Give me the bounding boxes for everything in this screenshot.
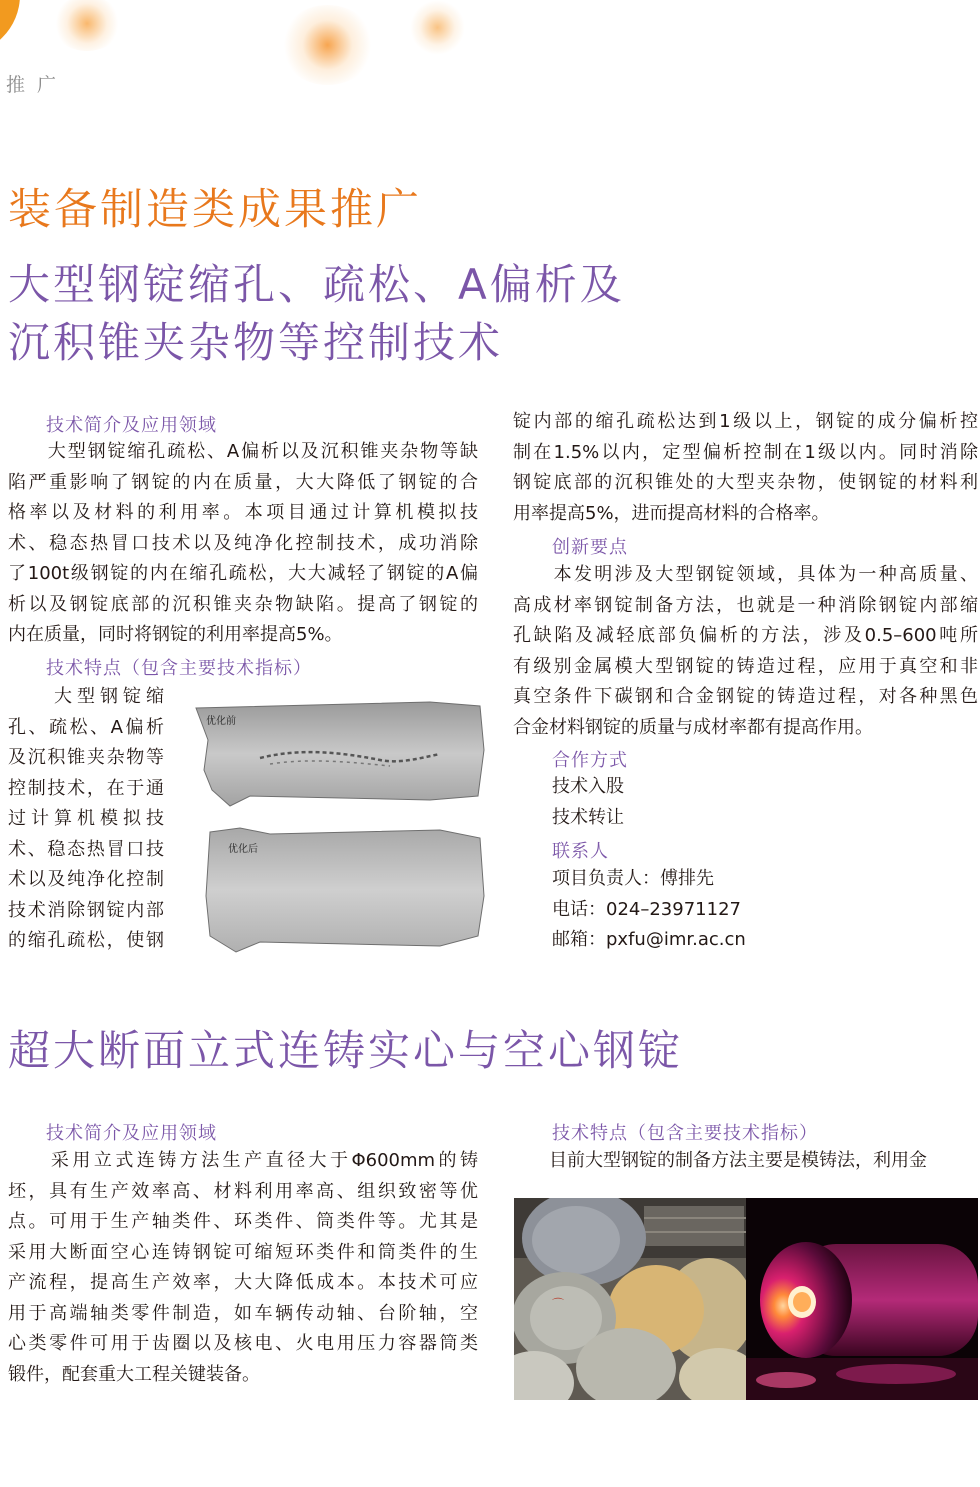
paragraph-line: 真空条件下碳钢和合金钢锭的铸造过程，对各种黑色 bbox=[513, 686, 978, 707]
paragraph-line: 用于高端轴类零件制造，如车辆传动轴、台阶轴，空 bbox=[8, 1302, 478, 1324]
article1-innovation-heading: 创新要点 bbox=[552, 537, 628, 558]
paragraph-line: 内在质量，同时将钢锭的利用率提高5%。 bbox=[8, 624, 343, 645]
paragraph-line: 钢锭底部的沉积锥处的大型夹杂物，使钢锭的材料利 bbox=[513, 472, 978, 493]
paragraph-line: 控制技术，在于通 bbox=[8, 777, 164, 799]
article1-coop-heading: 合作方式 bbox=[552, 750, 628, 771]
steel-billets-drawing bbox=[514, 1198, 746, 1400]
section-title: 装备制造类成果推广 bbox=[8, 185, 422, 235]
paragraph-line: 孔、疏松、A偏析 bbox=[8, 716, 164, 738]
paragraph-line: 了100t级钢锭的内在缩孔疏松，大大减轻了钢锭的A偏 bbox=[8, 563, 478, 584]
article2-features-body bbox=[513, 1146, 978, 1177]
running-head: 推 广 bbox=[6, 74, 60, 96]
contact-phone: 电话：024–23971127 bbox=[552, 899, 741, 920]
paragraph-line: 大型钢锭缩 bbox=[8, 686, 164, 707]
article1-right-body bbox=[513, 407, 978, 529]
paragraph-line: 的缩孔疏松，使钢 bbox=[8, 930, 164, 951]
article1-title-line1: 大型钢锭缩孔、疏松、A偏析及 bbox=[8, 260, 625, 309]
paragraph-line: 术、稳态热冒口技 bbox=[8, 838, 164, 860]
steel-billets-photo bbox=[514, 1198, 746, 1400]
article1-features-body bbox=[8, 682, 164, 957]
article1-intro-heading: 技术简介及应用领域 bbox=[46, 415, 217, 436]
paragraph-line: 用率提高5%，进而提高材料的合格率。 bbox=[513, 502, 830, 524]
ingot-after-label: 优化后 bbox=[228, 844, 258, 855]
hot-hollow-billet-photo bbox=[746, 1198, 978, 1400]
ingot-before-label: 优化前 bbox=[206, 716, 236, 727]
header-glow-left bbox=[0, 0, 20, 55]
contact-email[interactable]: 邮箱：pxfu@imr.ac.cn bbox=[552, 929, 746, 950]
paragraph-line: 锭内部的缩孔疏松达到1级以上，钢锭的成分偏析控 bbox=[513, 411, 978, 432]
article2-title: 超大断面立式连铸实心与空心钢锭 bbox=[8, 1026, 684, 1075]
paragraph-line: 孔缺陷及减轻底部负偏析的方法，涉及0.5–600吨所 bbox=[513, 625, 978, 646]
paragraph-line: 大型钢锭缩孔疏松、A偏析以及沉积锥夹杂物等缺 bbox=[8, 441, 478, 462]
article1-features-heading: 技术特点（包含主要技术指标） bbox=[46, 658, 312, 679]
paragraph-line: 析以及钢锭底部的沉积锥夹杂物缺陷。提高了钢锭的 bbox=[8, 593, 478, 615]
coop-item-equity: 技术入股 bbox=[552, 776, 624, 797]
article1-contact-heading: 联系人 bbox=[552, 841, 609, 862]
paragraph-line: 高成材率钢锭制备方法，也就是一种消除钢锭内部缩 bbox=[513, 594, 978, 616]
paragraph-line: 有级别金属模大型钢锭的铸造过程，应用于真空和非 bbox=[513, 655, 978, 677]
paragraph-line: 产流程，提高生产效率，大大降低成本。本技术可应 bbox=[8, 1272, 478, 1293]
article2-intro-heading: 技术简介及应用领域 bbox=[46, 1123, 217, 1144]
header-glow-dot-2 bbox=[280, 5, 375, 85]
paragraph-line: 术、稳态热冒口技术以及纯净化控制技术，成功消除 bbox=[8, 532, 478, 554]
paragraph-line: 合金材料钢锭的质量与成材率都有提高作用。 bbox=[513, 716, 873, 738]
article1-title-line2: 沉积锥夹杂物等控制技术 bbox=[8, 318, 504, 367]
article2-features-heading: 技术特点（包含主要技术指标） bbox=[552, 1123, 818, 1144]
paragraph-line: 过计算机模拟技 bbox=[8, 808, 164, 829]
contact-person: 项目负责人：傅排先 bbox=[552, 868, 714, 889]
article1-innovation-body bbox=[513, 560, 978, 743]
hot-billet-drawing bbox=[746, 1198, 978, 1400]
article2-intro-body bbox=[8, 1146, 478, 1390]
paragraph-line: 采用大断面空心连铸钢锭可缩短环类件和筒类件的生 bbox=[8, 1241, 478, 1263]
paragraph-line: 采用立式连铸方法生产直径大于Φ600mm的铸 bbox=[8, 1150, 478, 1171]
paragraph-line: 坯，具有生产效率高、材料利用率高、组织致密等优 bbox=[8, 1180, 478, 1202]
paragraph-line: 制在1.5%以内，定型偏析控制在1级以内。同时消除 bbox=[513, 441, 978, 463]
paragraph-line: 点。可用于生产轴类件、环类件、筒类件等。尤其是 bbox=[8, 1211, 478, 1232]
paragraph-line: 目前大型钢锭的制备方法主要是模铸法，利用金 bbox=[513, 1150, 927, 1171]
ingot-section-after-image bbox=[190, 826, 486, 954]
paragraph-line: 术以及纯净化控制 bbox=[8, 869, 164, 890]
header-glow-dot-3 bbox=[410, 0, 465, 55]
header-glow-dot-1 bbox=[52, 0, 122, 51]
ingot-section-before-image bbox=[190, 700, 486, 808]
paragraph-line: 及沉积锥夹杂物等 bbox=[8, 747, 164, 768]
paragraph-line: 技术消除钢锭内部 bbox=[8, 899, 164, 921]
paragraph-line: 格率以及材料的利用率。本项目通过计算机模拟技 bbox=[8, 502, 478, 523]
paragraph-line: 陷严重影响了钢锭的内在质量，大大降低了钢锭的合 bbox=[8, 471, 478, 493]
coop-item-transfer: 技术转让 bbox=[552, 807, 624, 828]
svg-text:⌒: ⌒ bbox=[552, 1297, 565, 1311]
paragraph-line: 本发明涉及大型钢锭领域，具体为一种高质量、 bbox=[513, 564, 978, 585]
article1-intro-body bbox=[8, 437, 478, 651]
paragraph-line: 锻件，配套重大工程关键装备。 bbox=[8, 1363, 260, 1385]
paragraph-line: 心类零件可用于齿圈以及核电、火电用压力容器筒类 bbox=[8, 1333, 478, 1354]
